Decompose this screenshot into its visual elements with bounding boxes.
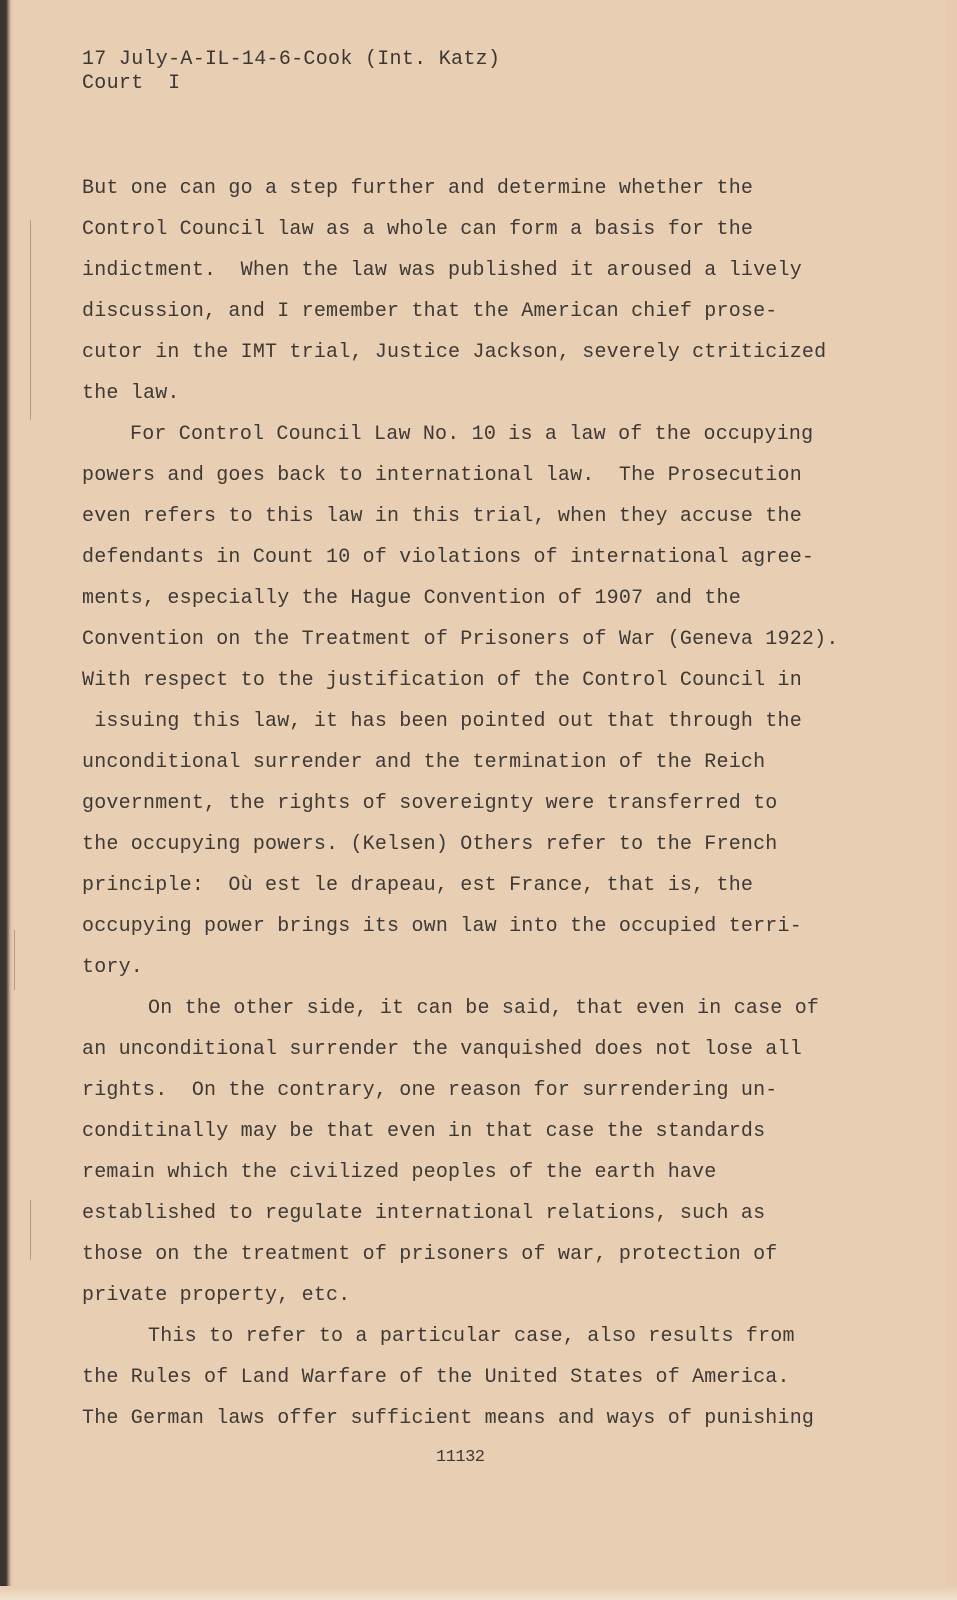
text-line: the law. xyxy=(82,382,180,405)
text-line: principle: Où est le drapeau, est France, that is, the xyxy=(82,874,754,897)
text-line: an unconditional surrender the vanquished does not lose all xyxy=(82,1038,802,1061)
text-line: private property, etc. xyxy=(82,1284,351,1307)
text-line: those on the treatment of prisoners of war, protection of xyxy=(82,1243,778,1266)
document-header xyxy=(82,48,500,96)
page-number: 11132 xyxy=(436,1448,485,1467)
text-line: conditinally may be that even in that case the standards xyxy=(82,1120,766,1143)
text-line: cutor in the IMT trial, Justice Jackson, severely ctriticized xyxy=(82,341,827,364)
text-line: discussion, and I remember that the American chief prose- xyxy=(82,300,778,323)
margin-mark xyxy=(30,220,31,420)
text-line: even refers to this law in this trial, when they accuse the xyxy=(82,505,802,528)
text-line: established to regulate international relations, such as xyxy=(82,1202,766,1225)
text-line: issuing this law, it has been pointed out that through the xyxy=(82,710,802,733)
margin-mark xyxy=(30,1200,31,1260)
text-line: defendants in Count 10 of violations of international agree- xyxy=(82,546,815,569)
text-line: The German laws offer sufficient means and ways of punishing xyxy=(82,1407,815,1430)
text-line: ments, especially the Hague Convention of 1907 and the xyxy=(82,587,741,610)
text-line: indictment. When the law was published it aroused a lively xyxy=(82,259,802,282)
page-binding-shadow xyxy=(0,0,12,1600)
header-court-line: Court I xyxy=(82,72,181,95)
text-line: Convention on the Treatment of Prisoners of War (Geneva 1922). xyxy=(82,628,839,651)
page-bottom-edge xyxy=(0,1586,957,1600)
text-line: With respect to the justification of the Control Council in xyxy=(82,669,802,692)
text-line: powers and goes back to international law. The Prosecution xyxy=(82,464,802,487)
text-line: But one can go a step further and determine whether the xyxy=(82,177,754,200)
text-line: the Rules of Land Warfare of the United States of America. xyxy=(82,1366,790,1389)
text-line: unconditional surrender and the termination of the Reich xyxy=(82,751,766,774)
margin-mark xyxy=(14,930,15,990)
text-line: the occupying powers. (Kelsen) Others refer to the French xyxy=(82,833,778,856)
paragraph-start-line: For Control Council Law No. 10 is a law of the occupying xyxy=(130,423,814,446)
text-line: rights. On the contrary, one reason for surrendering un- xyxy=(82,1079,778,1102)
text-line: tory. xyxy=(82,956,144,979)
header-reference-line: 17 July-A-IL-14-6-Cook (Int. Katz) xyxy=(82,48,501,71)
text-line: Control Council law as a whole can form a basis for the xyxy=(82,218,754,241)
paragraph-start-line: This to refer to a particular case, also results from xyxy=(148,1325,795,1348)
text-line: occupying power brings its own law into the occupied terri- xyxy=(82,915,802,938)
text-line: government, the rights of sovereignty were transferred to xyxy=(82,792,778,815)
paragraph-start-line: On the other side, it can be said, that even in case of xyxy=(148,997,820,1020)
transcript-body xyxy=(82,168,862,1439)
text-line: remain which the civilized peoples of the earth have xyxy=(82,1161,717,1184)
